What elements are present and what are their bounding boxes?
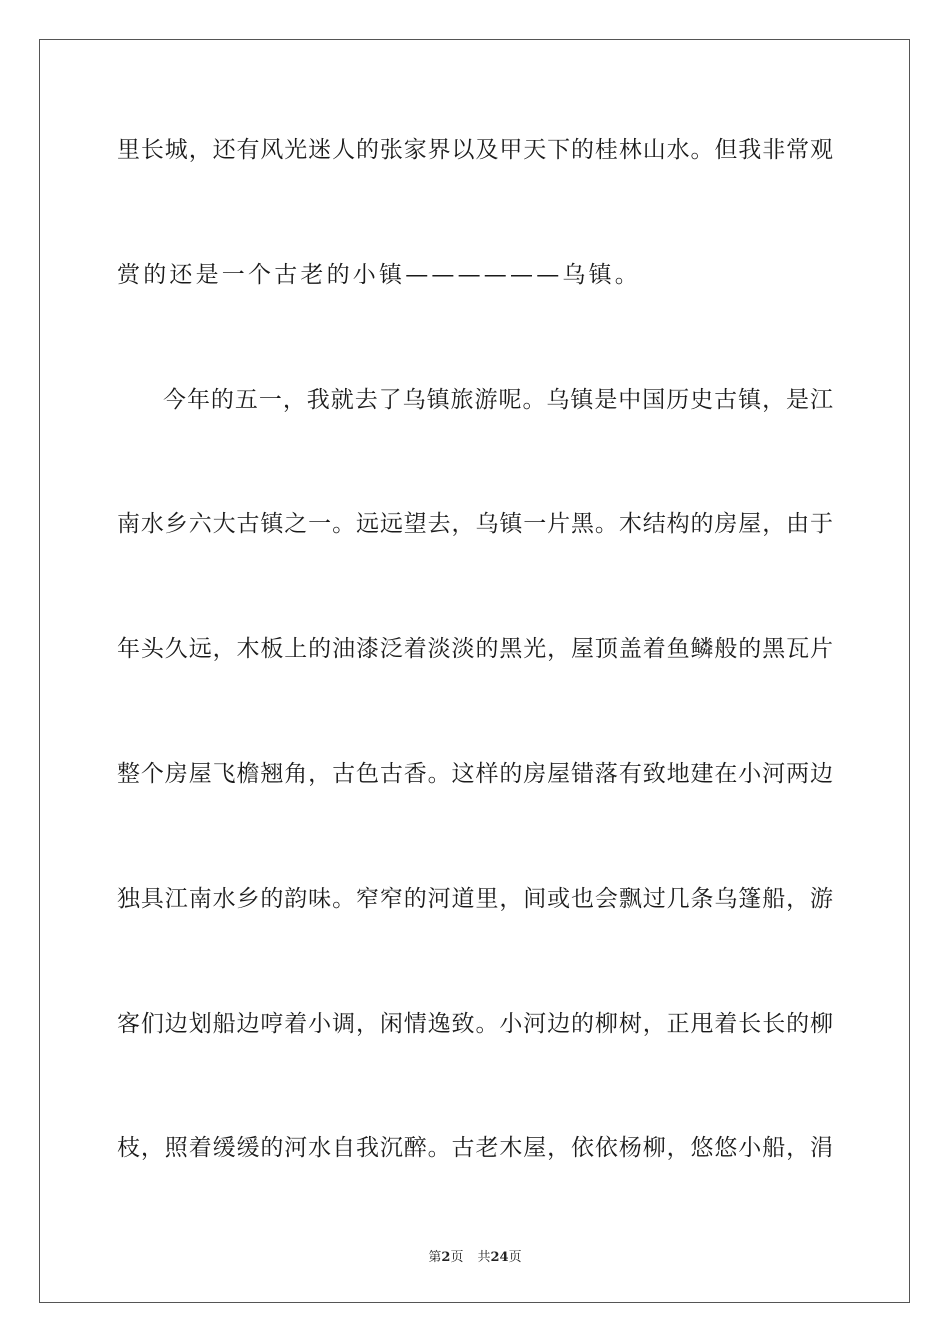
text-line-9: 枝，照着缓缓的河水自我沉醉。古老木屋，依依杨柳，悠悠小船，涓 [117,1135,833,1161]
text-line-7: 独具江南水乡的韵味。窄窄的河道里，间或也会飘过几条乌篷船，游 [117,886,833,912]
total-pages: 24 [490,1250,509,1265]
page-number: 2 [441,1250,451,1265]
text-line-3: 今年的五一，我就去了乌镇旅游呢。乌镇是中国历史古镇，是江 [163,387,833,413]
page-prefix: 第 [428,1250,442,1265]
total-unit: 页 [508,1250,522,1265]
text-line-2: 赏的还是一个古老的小镇——————乌镇。 [117,262,641,288]
page-border [39,39,910,1303]
text-line-4: 南水乡六大古镇之一。远远望去，乌镇一片黑。木结构的房屋，由于 [117,511,833,537]
text-line-5: 年头久远，木板上的油漆泛着淡淡的黑光，屋顶盖着鱼鳞般的黑瓦片 [117,636,833,662]
text-line-6: 整个房屋飞檐翘角，古色古香。这样的房屋错落有致地建在小河两边 [117,761,833,787]
text-line-1: 里长城，还有风光迷人的张家界以及甲天下的桂林山水。但我非常观 [117,137,833,163]
page-unit: 页 [450,1250,464,1265]
text-line-8: 客们边划船边哼着小调，闲情逸致。小河边的柳树，正甩着长长的柳 [117,1011,833,1037]
page-footer [0,1246,950,1265]
total-prefix: 共 [477,1250,491,1265]
